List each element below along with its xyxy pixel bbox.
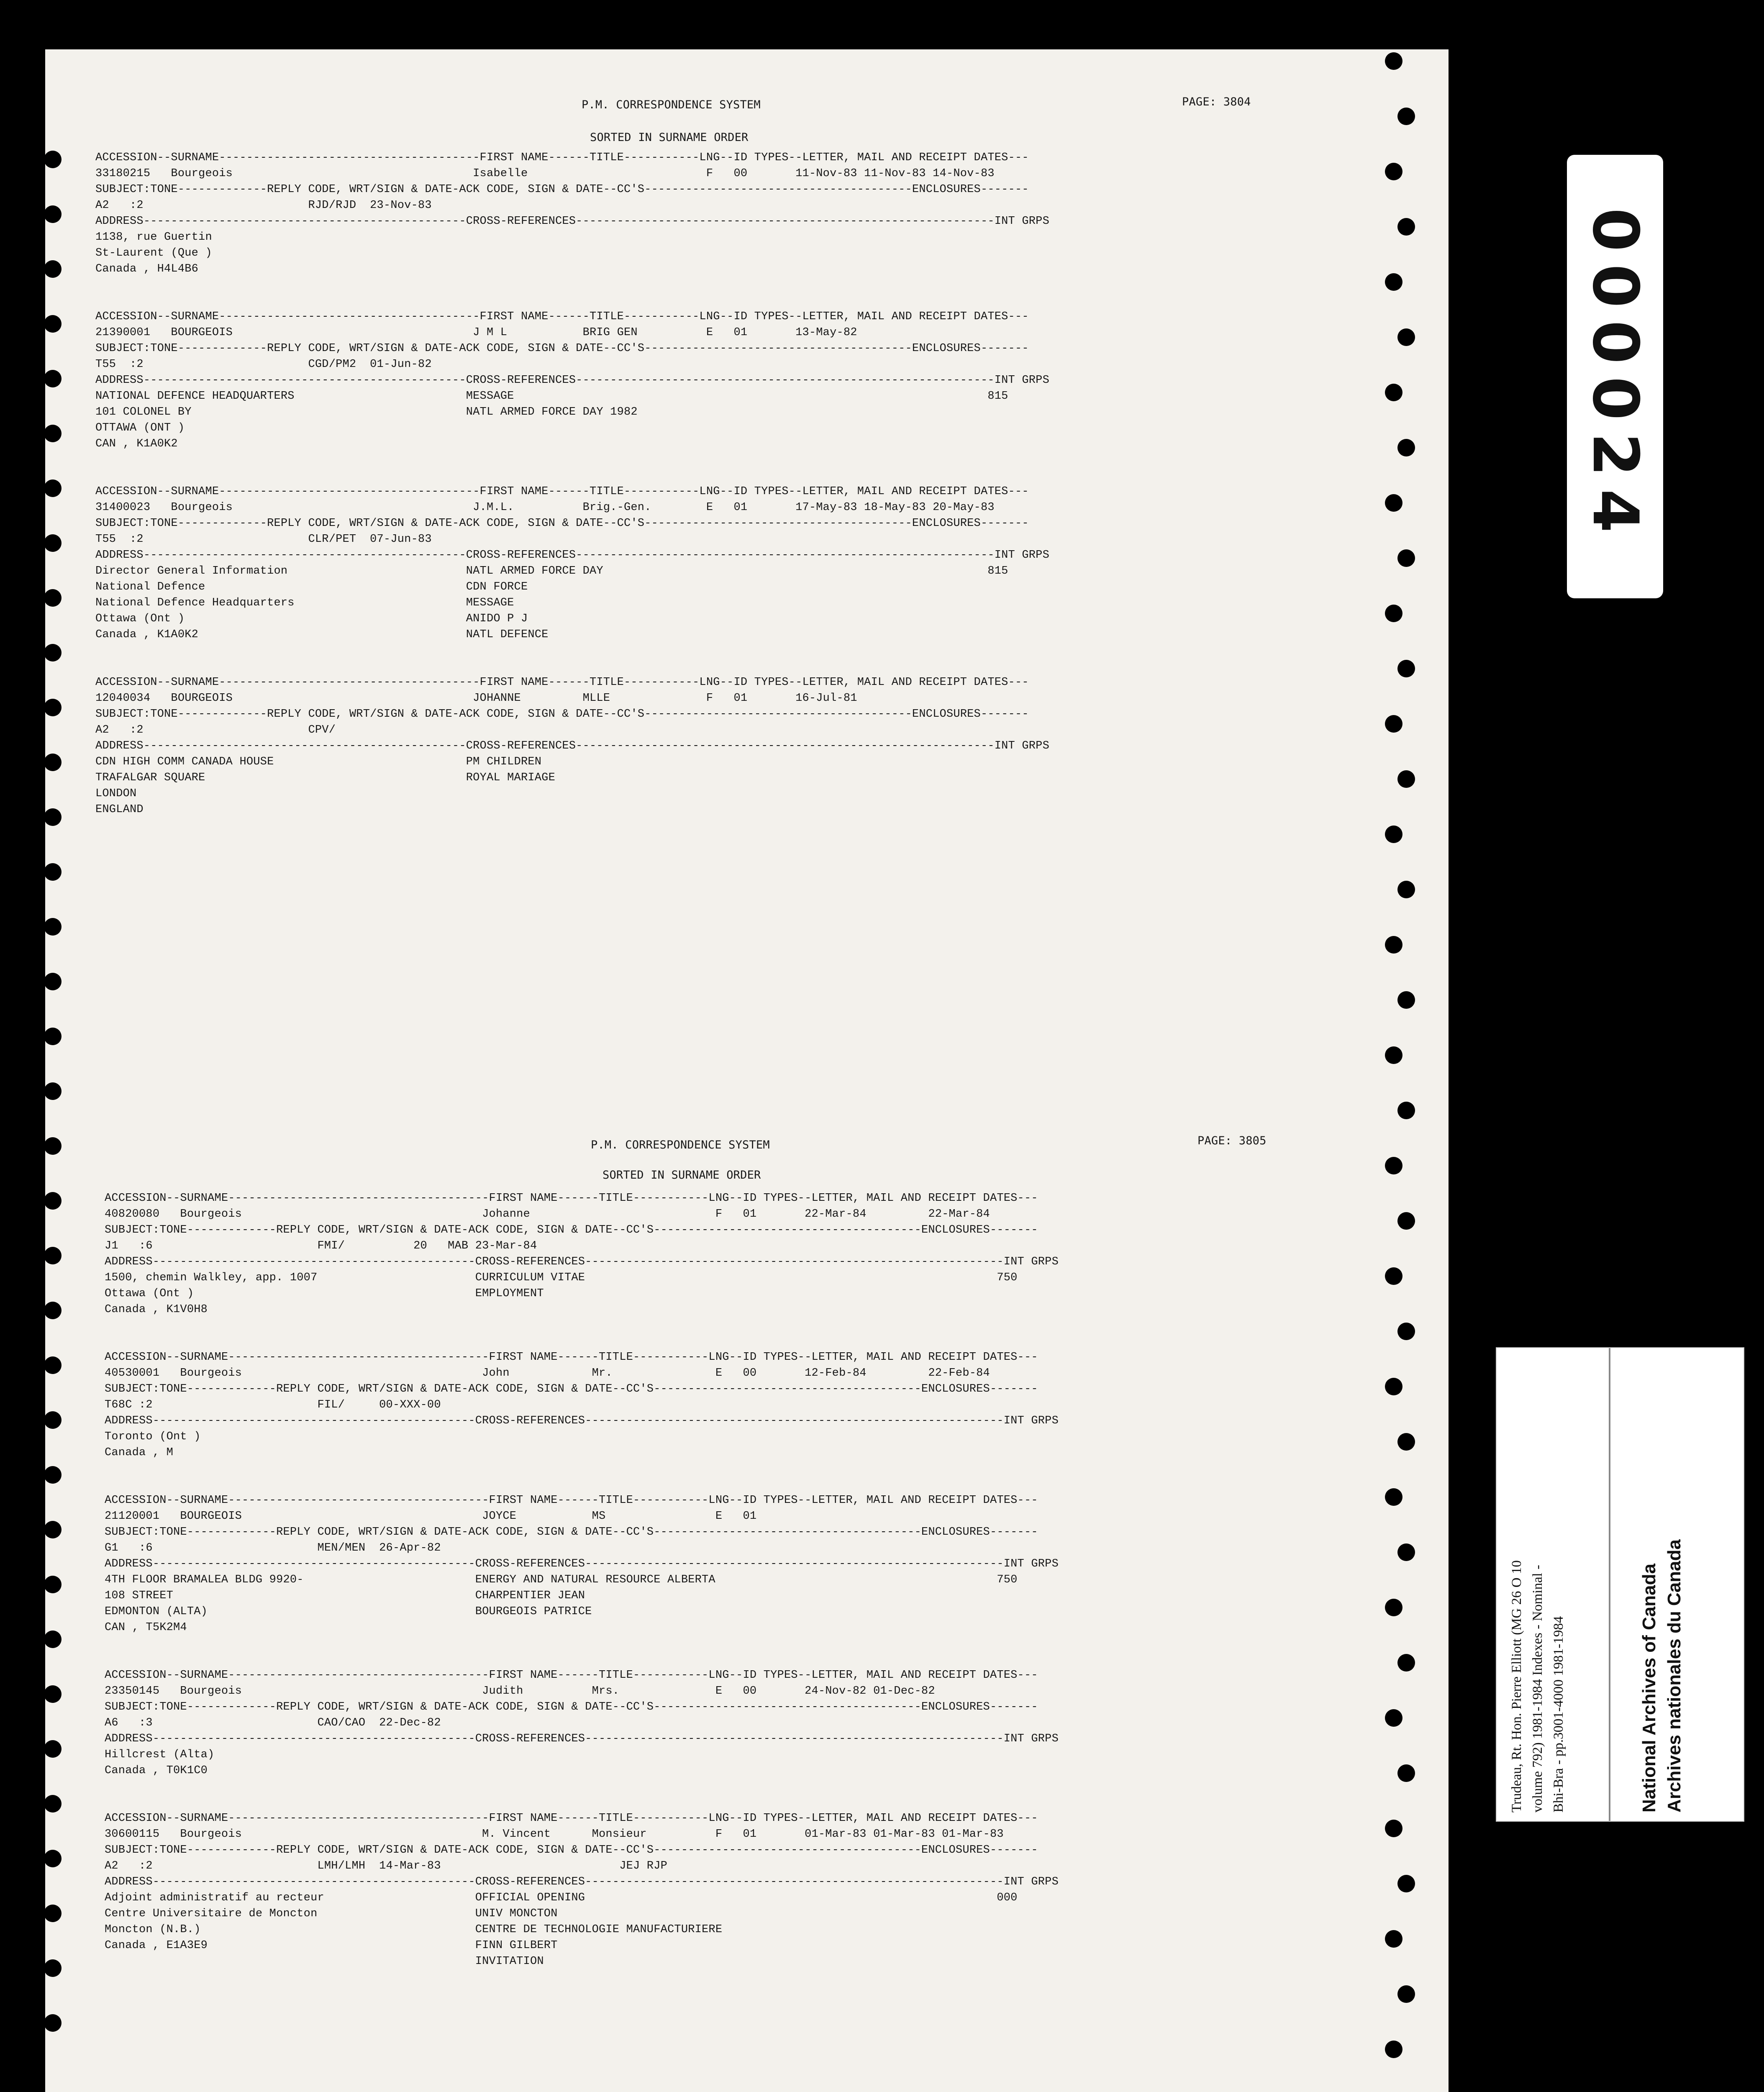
- tractor-hole: [44, 973, 62, 990]
- tractor-hole: [44, 1247, 62, 1264]
- tractor-hole: [1385, 605, 1402, 622]
- tractor-hole: [1397, 881, 1415, 898]
- tractor-hole: [1385, 494, 1402, 512]
- tractor-hole: [44, 699, 62, 716]
- tractor-hole: [1397, 1654, 1415, 1672]
- frame-number-strip: [1567, 155, 1663, 598]
- tractor-hole: [1397, 1323, 1415, 1340]
- tractor-hole: [44, 1411, 62, 1429]
- archive-label: [1496, 1347, 1744, 1822]
- tractor-hole: [44, 315, 62, 333]
- tractor-hole: [1385, 163, 1402, 180]
- tractor-hole: [1397, 218, 1415, 236]
- tractor-hole: [1385, 1930, 1402, 1948]
- tractor-hole: [44, 644, 62, 661]
- tractor-hole: [1385, 1599, 1402, 1616]
- tractor-hole: [44, 1795, 62, 1813]
- tractor-hole: [1397, 991, 1415, 1009]
- tractor-hole: [44, 863, 62, 881]
- left-tractor-holes: [44, 151, 69, 2092]
- page2-records: ACCESSION--SURNAME--------------------------------------FIRST NAME------TITLE-----------LNG--ID TYPES--LETTER, MAIL AND RECEIPT DATES--- 40820080 Bourgeois Johanne F 01 22-Mar-84 22-Mar-84 SUBJECT:TONE-------------REPLY CODE, WRT/SIGN & DATE-ACK CODE, SIGN & DATE--CC'S---------------------------------------ENCLOSURES------- J1 :6 FMI/ 20 MAB 23-Mar-84 ADDRESS-----------------------------------------------CROSS-REFERENCES-------------------------------------------------------------INT GRPS 1500, chemin Walkley, app. 1007 CURRICULUM VITAE 750 Ottawa (Ont ) EMPLOYMENT Canada , K1V0H8 ACCESSION--SURNAME--------------------------------------FIRST NAME------TITLE-----------LNG--ID TYPES--LETTER, MAIL AND RECEIPT DATES--- 40530001 Bourgeois John Mr. E 00 12-Feb-84 22-Feb-84 SUBJECT:TONE-------------REPLY CODE, WRT/SIGN & DATE-ACK CODE, SIGN & DATE--CC'S---------------------------------------ENCLOSURES------- T68C :2 FIL/ 00-XXX-00 ADDRESS-----------------------------------------------CROSS-REFERENCES-------------------------------------------------------------INT GRPS Toronto (Ont ) Canada , M ACCESSION--SURNAME--------------------------------------FIRST NAME------TITLE-----------LNG--ID TYPES--LETTER, MAIL AND RECEIPT DATES--- 21120001 BOURGEOIS JOYCE MS E 01 SUBJECT:TONE-------------REPLY CODE, WRT/SIGN & DATE-ACK CODE, SIGN & DATE--CC'S---------------------------------------ENCLOSURES------- G1 :6 MEN/MEN 26-Apr-82 ADDRESS-----------------------------------------------CROSS-REFERENCES-------------------------------------------------------------INT GRPS 4TH FLOOR BRAMALEA BLDG 9920- ENERGY AND NATURAL RESOURCE ALBERTA 750 108 STREET CHARPENTIER JEAN EDMONTON (ALTA) BOURGEOIS PATRICE CAN , T5K2M4 ACCESSION--SURNAME--------------------------------------FIRST NAME------TITLE-----------LNG--ID TYPES--LETTER, MAIL AND RECEIPT DATES--- 23350145 Bourgeois Judith Mrs. E 00 24-Nov-82 01-Dec-82 SUBJECT:TONE-------------REPLY CODE, WRT/SIGN & DATE-ACK CODE, SIGN & DATE--CC'S---------------------------------------ENCLOSURES------- A6 :3 CAO/CAO 22-Dec-82 ADDRESS-----------------------------------------------CROSS-REFERENCES-------------------------------------------------------------INT GRPS Hillcrest (Alta) Canada , T0K1C0 ACCESSION--SURNAME--------------------------------------FIRST NAME------TITLE-----------LNG--ID TYPES--LETTER, MAIL AND RECEIPT DATES--- 30600115 Bourgeois M. Vincent Monsieur F 01 01-Mar-83 01-Mar-83 01-Mar-83 SUBJECT:TONE-------------REPLY CODE, WRT/SIGN & DATE-ACK CODE, SIGN & DATE--CC'S---------------------------------------ENCLOSURES------- A2 :2 LMH/LMH 14-Mar-83 JEJ RJP ADDRESS-----------------------------------------------CROSS-REFERENCES-------------------------------------------------------------INT GRPS Adjoint administratif au recteur OFFICIAL OPENING 000 Centre Universitaire de Moncton UNIV MONCTON Moncton (N.B.) CENTRE DE TECHNOLOGIE MANUFACTURIERE Canada , E1A3E9 FINN GILBERT INVITATION: [105, 1192, 1059, 1968]
- page1-subtitle: SORTED IN SURNAME ORDER: [590, 131, 749, 144]
- tractor-hole: [1385, 1267, 1402, 1285]
- tractor-hole: [1385, 826, 1402, 843]
- page2-title: P.M. CORRESPONDENCE SYSTEM: [591, 1138, 770, 1151]
- tractor-hole: [44, 1521, 62, 1538]
- page1-records: ACCESSION--SURNAME--------------------------------------FIRST NAME------TITLE-----------LNG--ID TYPES--LETTER, MAIL AND RECEIPT DATES--- 33180215 Bourgeois Isabelle F 00 11-Nov-83 11-Nov-83 14-Nov-83 SUBJECT:TONE-------------REPLY CODE, WRT/SIGN & DATE-ACK CODE, SIGN & DATE--CC'S---------------------------------------ENCLOSURES------- A2 :2 RJD/RJD 23-Nov-83 ADDRESS-----------------------------------------------CROSS-REFERENCES-------------------------------------------------------------INT GRPS 1138, rue Guertin St-Laurent (Que ) Canada , H4L4B6 ACCESSION--SURNAME--------------------------------------FIRST NAME------TITLE-----------LNG--ID TYPES--LETTER, MAIL AND RECEIPT DATES--- 21390001 BOURGEOIS J M L BRIG GEN E 01 13-May-82 SUBJECT:TONE-------------REPLY CODE, WRT/SIGN & DATE-ACK CODE, SIGN & DATE--CC'S---------------------------------------ENCLOSURES------- T55 :2 CGD/PM2 01-Jun-82 ADDRESS-----------------------------------------------CROSS-REFERENCES-------------------------------------------------------------INT GRPS NATIONAL DEFENCE HEADQUARTERS MESSAGE 815 101 COLONEL BY NATL ARMED FORCE DAY 1982 OTTAWA (ONT ) CAN , K1A0K2 ACCESSION--SURNAME--------------------------------------FIRST NAME------TITLE-----------LNG--ID TYPES--LETTER, MAIL AND RECEIPT DATES--- 31400023 Bourgeois J.M.L. Brig.-Gen. E 01 17-May-83 18-May-83 20-May-83 SUBJECT:TONE-------------REPLY CODE, WRT/SIGN & DATE-ACK CODE, SIGN & DATE--CC'S---------------------------------------ENCLOSURES------- T55 :2 CLR/PET 07-Jun-83 ADDRESS-----------------------------------------------CROSS-REFERENCES-------------------------------------------------------------INT GRPS Director General Information NATL ARMED FORCE DAY 815 National Defence CDN FORCE National Defence Headquarters MESSAGE Ottawa (Ont ) ANIDO P J Canada , K1A0K2 NATL DEFENCE ACCESSION--SURNAME--------------------------------------FIRST NAME------TITLE-----------LNG--ID TYPES--LETTER, MAIL AND RECEIPT DATES--- 12040034 BOURGEOIS JOHANNE MLLE F 01 16-Jul-81 SUBJECT:TONE-------------REPLY CODE, WRT/SIGN & DATE-ACK CODE, SIGN & DATE--CC'S---------------------------------------ENCLOSURES------- A2 :2 CPV/ ADDRESS-----------------------------------------------CROSS-REFERENCES-------------------------------------------------------------INT GRPS CDN HIGH COMM CANADA HOUSE PM CHILDREN TRAFALGAR SQUARE ROYAL MARIAGE LONDON ENGLAND: [95, 151, 1049, 816]
- tractor-hole: [1397, 439, 1415, 456]
- page1-number: PAGE: 3804: [1182, 95, 1251, 108]
- tractor-hole: [44, 151, 62, 168]
- tractor-hole: [44, 205, 62, 223]
- page2-subtitle: SORTED IN SURNAME ORDER: [603, 1169, 761, 1182]
- tractor-hole: [1397, 1433, 1415, 1451]
- tractor-hole: [1385, 1046, 1402, 1064]
- tractor-hole: [1385, 52, 1402, 70]
- tractor-hole: [1397, 1212, 1415, 1230]
- tractor-hole: [1397, 108, 1415, 125]
- tractor-hole: [1397, 1102, 1415, 1119]
- label-line-3: Bhi-Bra - pp.3001-4000 1981-1984: [1551, 1616, 1566, 1813]
- tractor-hole: [1397, 1764, 1415, 1782]
- label-org-en: National Archives of Canada: [1639, 1564, 1659, 1813]
- tractor-hole: [1397, 1543, 1415, 1561]
- tractor-hole: [1385, 1709, 1402, 1727]
- tractor-hole: [44, 479, 62, 497]
- tractor-hole: [1397, 1985, 1415, 2003]
- tractor-hole: [44, 1576, 62, 1593]
- tractor-hole: [1385, 1378, 1402, 1395]
- tractor-hole: [1385, 1157, 1402, 1174]
- tractor-hole: [44, 808, 62, 826]
- tractor-hole: [1397, 549, 1415, 567]
- tractor-hole: [44, 754, 62, 771]
- tractor-hole: [44, 589, 62, 607]
- tractor-hole: [1385, 936, 1402, 954]
- label-line-2: volume 792) 1981-1984 Indexes - Nominal -: [1530, 1564, 1545, 1813]
- tractor-hole: [44, 1740, 62, 1758]
- label-org-fr: Archives nationales du Canada: [1664, 1539, 1685, 1813]
- tractor-hole: [44, 1137, 62, 1155]
- frame-number: 000024: [1579, 208, 1652, 546]
- tractor-hole: [1385, 715, 1402, 733]
- tractor-hole: [1397, 328, 1415, 346]
- tractor-hole: [44, 1192, 62, 1210]
- tractor-hole: [44, 1466, 62, 1484]
- tractor-hole: [44, 1685, 62, 1703]
- tractor-hole: [1385, 2041, 1402, 2058]
- page2-number: PAGE: 3805: [1197, 1134, 1267, 1147]
- tractor-hole: [44, 1302, 62, 1319]
- page1-title: P.M. CORRESPONDENCE SYSTEM: [582, 98, 761, 111]
- tractor-hole: [44, 1850, 62, 1867]
- tractor-hole: [1385, 1820, 1402, 1837]
- tractor-hole: [44, 370, 62, 387]
- tractor-hole: [1397, 1875, 1415, 1892]
- tractor-hole: [1397, 660, 1415, 677]
- tractor-hole: [44, 1028, 62, 1045]
- tractor-hole: [44, 1959, 62, 1977]
- tractor-hole: [44, 425, 62, 442]
- tractor-hole: [44, 918, 62, 936]
- tractor-hole: [44, 1082, 62, 1100]
- tractor-hole: [44, 1905, 62, 1922]
- tractor-hole: [44, 1631, 62, 1648]
- tractor-hole: [44, 1356, 62, 1374]
- right-tractor-holes: [1385, 52, 1423, 2092]
- label-line-1: Trudeau, Rt. Hon. Pierre Elliott (MG 26 O 10: [1509, 1560, 1524, 1813]
- tractor-hole: [44, 2014, 62, 2032]
- tractor-hole: [1385, 384, 1402, 401]
- tractor-hole: [44, 534, 62, 552]
- tractor-hole: [1385, 273, 1402, 291]
- tractor-hole: [1385, 1488, 1402, 1506]
- label-divider: [1609, 1348, 1610, 1821]
- tractor-hole: [1397, 770, 1415, 788]
- tractor-hole: [44, 260, 62, 278]
